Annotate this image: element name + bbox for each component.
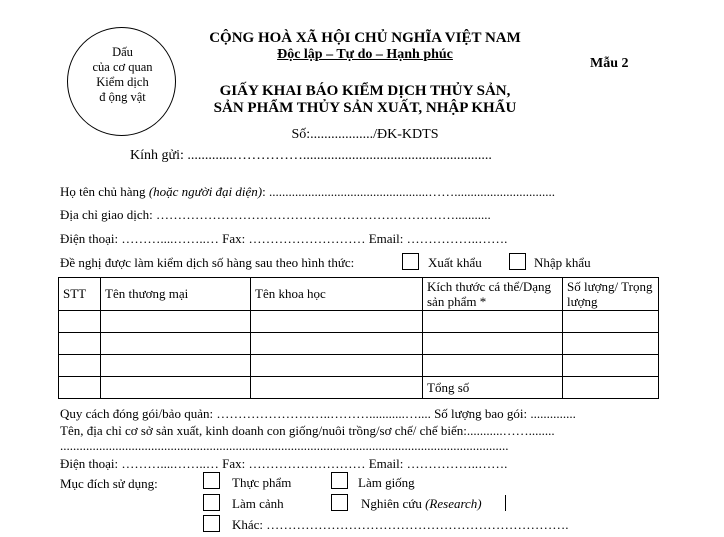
breeding-label: Làm giống [358,475,415,490]
form-number: Mẫu 2 [590,56,629,71]
table-cell[interactable] [251,311,423,333]
text-cursor [505,495,506,511]
research-line [361,496,482,512]
table-cell[interactable] [423,311,563,333]
table-row [59,333,659,355]
title-line-1: GIẤY KHAI BÁO KIỂM DỊCH THỦY SẢN, [219,83,511,99]
phone-fax-email-line: Điện thoại: ………....……..… Fax: ……………………… Email: ……………..……. [60,231,508,246]
address-line: Địa chỉ giao dịch: ……………………………………………………………........... [60,207,491,222]
table-cell[interactable] [59,355,101,377]
table-cell[interactable] [101,377,251,399]
table-cell[interactable] [423,355,563,377]
ornamental-label: Làm cảnh [232,496,284,511]
owner-label: Họ tên chủ hàng [60,184,149,199]
owner-hint: (hoặc người đại diện) [148,184,263,199]
other-checkbox[interactable] [203,515,220,532]
owner-dots: : .................................................……............................... [262,184,555,199]
facility-line: Tên, địa chỉ cơ sở sản xuất, kinh doanh con giống/nuôi trồng/sơ chế/ chế biến:...........……........ [60,423,555,438]
export-checkbox[interactable] [402,253,419,270]
table-total-row [59,377,659,399]
table-cell[interactable] [563,333,659,355]
table-cell[interactable] [251,377,423,399]
table-cell[interactable] [251,355,423,377]
food-checkbox[interactable] [203,472,220,489]
table-cell[interactable] [101,311,251,333]
research-label: Nghiên cứu [361,496,426,511]
motto: Độc lập – Tự do – Hạnh phúc [277,47,453,62]
food-label: Thực phẩm [232,475,292,490]
owner-line [60,184,555,200]
table-cell[interactable] [59,311,101,333]
table-cell[interactable] [563,311,659,333]
table-cell[interactable] [101,333,251,355]
table-cell[interactable] [251,333,423,355]
ornamental-checkbox[interactable] [203,494,220,511]
header-size-form: Kích thước cá thể/Dạng sản phẩm * [423,278,563,311]
request-label: Đề nghị được làm kiểm dịch số hàng sau theo hình thức: [60,255,355,270]
stamp-line-2: của cơ quan [92,60,153,74]
title-line-2: SẢN PHẨM THỦY SẢN XUẤT, NHẬP KHẨU [213,100,517,116]
total-label: Tổng số [423,377,563,399]
breeding-checkbox[interactable] [331,472,348,489]
import-label: Nhập khẩu [534,255,591,270]
purpose-label: Mục đích sử dụng: [60,476,158,491]
table-header-row [59,278,659,311]
table-cell[interactable] [563,355,659,377]
table-cell[interactable] [59,377,101,399]
document-number: Số:................../ĐK-KDTS [291,127,439,142]
goods-table [58,277,659,399]
phone-fax-email-line-2: Điện thoại: ………....……..… Fax: ……………………… Email: ……………..……. [60,456,508,471]
table-cell[interactable] [423,333,563,355]
table-cell[interactable] [59,333,101,355]
table-cell[interactable] [101,355,251,377]
stamp-line-1: Dấu [112,45,133,59]
export-label: Xuất khẩu [428,255,482,270]
research-hint: (Research) [425,496,482,511]
stamp-line-4: đ ộng vật [99,90,146,104]
packing-line: Quy cách đóng gói/bảo quản: ………………….…..………...........….... Số lượng bao gói: .............. [60,406,576,421]
header-scientific-name: Tên khoa học [251,278,423,311]
other-line: Khác: ……………………………………………………………. [232,517,569,532]
header-quantity: Số lượng/ Trọng lượng [563,278,659,311]
facility-dots-line: .......................................................................................................................................... [60,438,509,453]
import-checkbox[interactable] [509,253,526,270]
stamp-line-3: Kiểm dịch [96,75,149,89]
recipient-line: Kính gửi: .............……………...................................................... [130,148,492,163]
header-stt: STT [59,278,101,311]
research-checkbox[interactable] [331,494,348,511]
table-row [59,355,659,377]
stamp-circle [67,27,176,136]
total-value[interactable] [563,377,659,399]
header-trade-name: Tên thương mại [101,278,251,311]
country-heading: CỘNG HOÀ XÃ HỘI CHỦ NGHĨA VIỆT NAM [209,30,521,46]
table-row [59,311,659,333]
